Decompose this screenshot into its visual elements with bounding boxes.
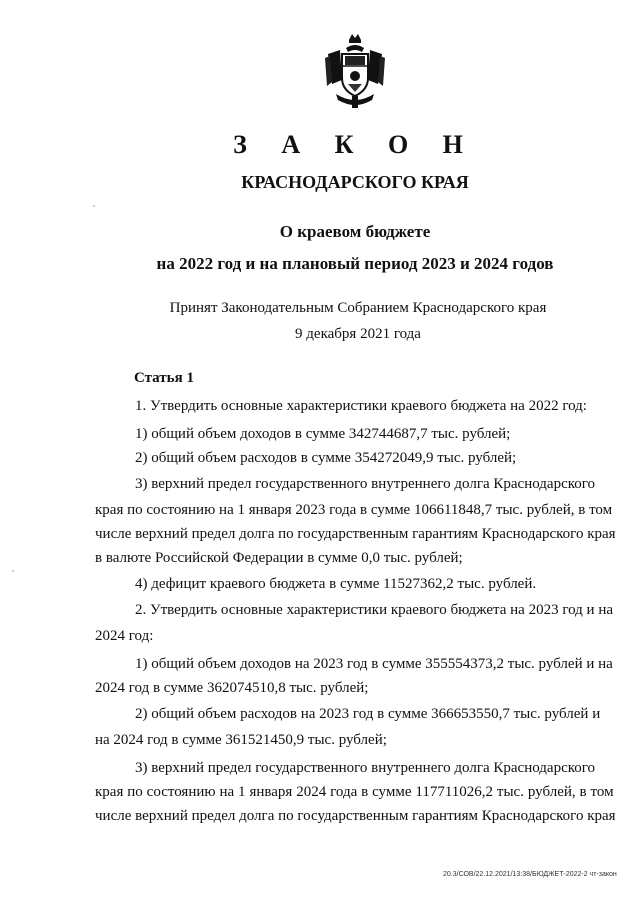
paragraph-line: 3) верхний предел государственного внутреннего долга Краснодарского [135, 760, 596, 776]
document-stamp: 20.3/СОВ/22.12.2021/13:38/БЮДЖЕТ-2022-2 чт-закон [443, 871, 617, 878]
scan-speck [12, 570, 14, 572]
paragraph-line: числе верхний предел долга по государственным гарантиям Краснодарского края [95, 808, 616, 824]
region-heading: КРАСНОДАРСКОГО КРАЯ [241, 172, 469, 192]
document-title-line2: на 2022 год и на плановый период 2023 и 2024 годов [156, 254, 554, 273]
paragraph-line-justified [135, 476, 614, 493]
paragraph-line: 4) дефицит краевого бюджета в сумме 11527362,2 тыс. рублей. [135, 576, 537, 592]
paragraph-line: 1) общий объем доходов в сумме 342744687,7 тыс. рублей; [135, 426, 511, 442]
paragraph-line: края по состоянию на 1 января 2024 года в сумме 117711026,2 тыс. рублей, в том [95, 784, 614, 800]
paragraph-line: края по состоянию на 1 января 2023 года в сумме 106611848,7 тыс. рублей, в том [95, 502, 613, 518]
paragraph-text: 3) верхний предел государственного внутреннего долга Краснодарского [135, 476, 596, 492]
adoption-date: 9 декабря 2021 года [295, 326, 421, 342]
paragraph-line: числе верхний предел долга по государственным гарантиям Краснодарского края [95, 526, 616, 542]
paragraph-line: 2. Утвердить основные характеристики краевого бюджета на 2023 год и на [135, 602, 614, 618]
law-heading: З А К О Н [233, 130, 477, 159]
article-heading: Статья 1 [134, 370, 194, 386]
scan-speck [93, 205, 95, 207]
paragraph-line: 1. Утвердить основные характеристики краевого бюджета на 2022 год: [135, 398, 587, 414]
document-title-line1: О краевом бюджете [279, 222, 431, 241]
coat-of-arms-icon [322, 32, 388, 112]
paragraph-line: 1) общий объем доходов на 2023 год в сумме 355554373,2 тыс. рублей и на [135, 656, 613, 672]
paragraph-line: 2024 год: [95, 628, 154, 644]
paragraph-line: на 2024 год в сумме 361521450,9 тыс. рублей; [95, 732, 387, 748]
paragraph-line: 2) общий объем расходов на 2023 год в сумме 366653550,7 тыс. рублей и [135, 706, 601, 722]
paragraph-line: 2024 год в сумме 362074510,8 тыс. рублей; [95, 680, 369, 696]
paragraph-line: в валюте Российской Федерации в сумме 0,0 тыс. рублей; [95, 550, 463, 566]
paragraph-line: 2) общий объем расходов в сумме 354272049,9 тыс. рублей; [135, 450, 517, 466]
adoption-note: Принят Законодательным Собранием Краснодарского края [169, 300, 547, 316]
